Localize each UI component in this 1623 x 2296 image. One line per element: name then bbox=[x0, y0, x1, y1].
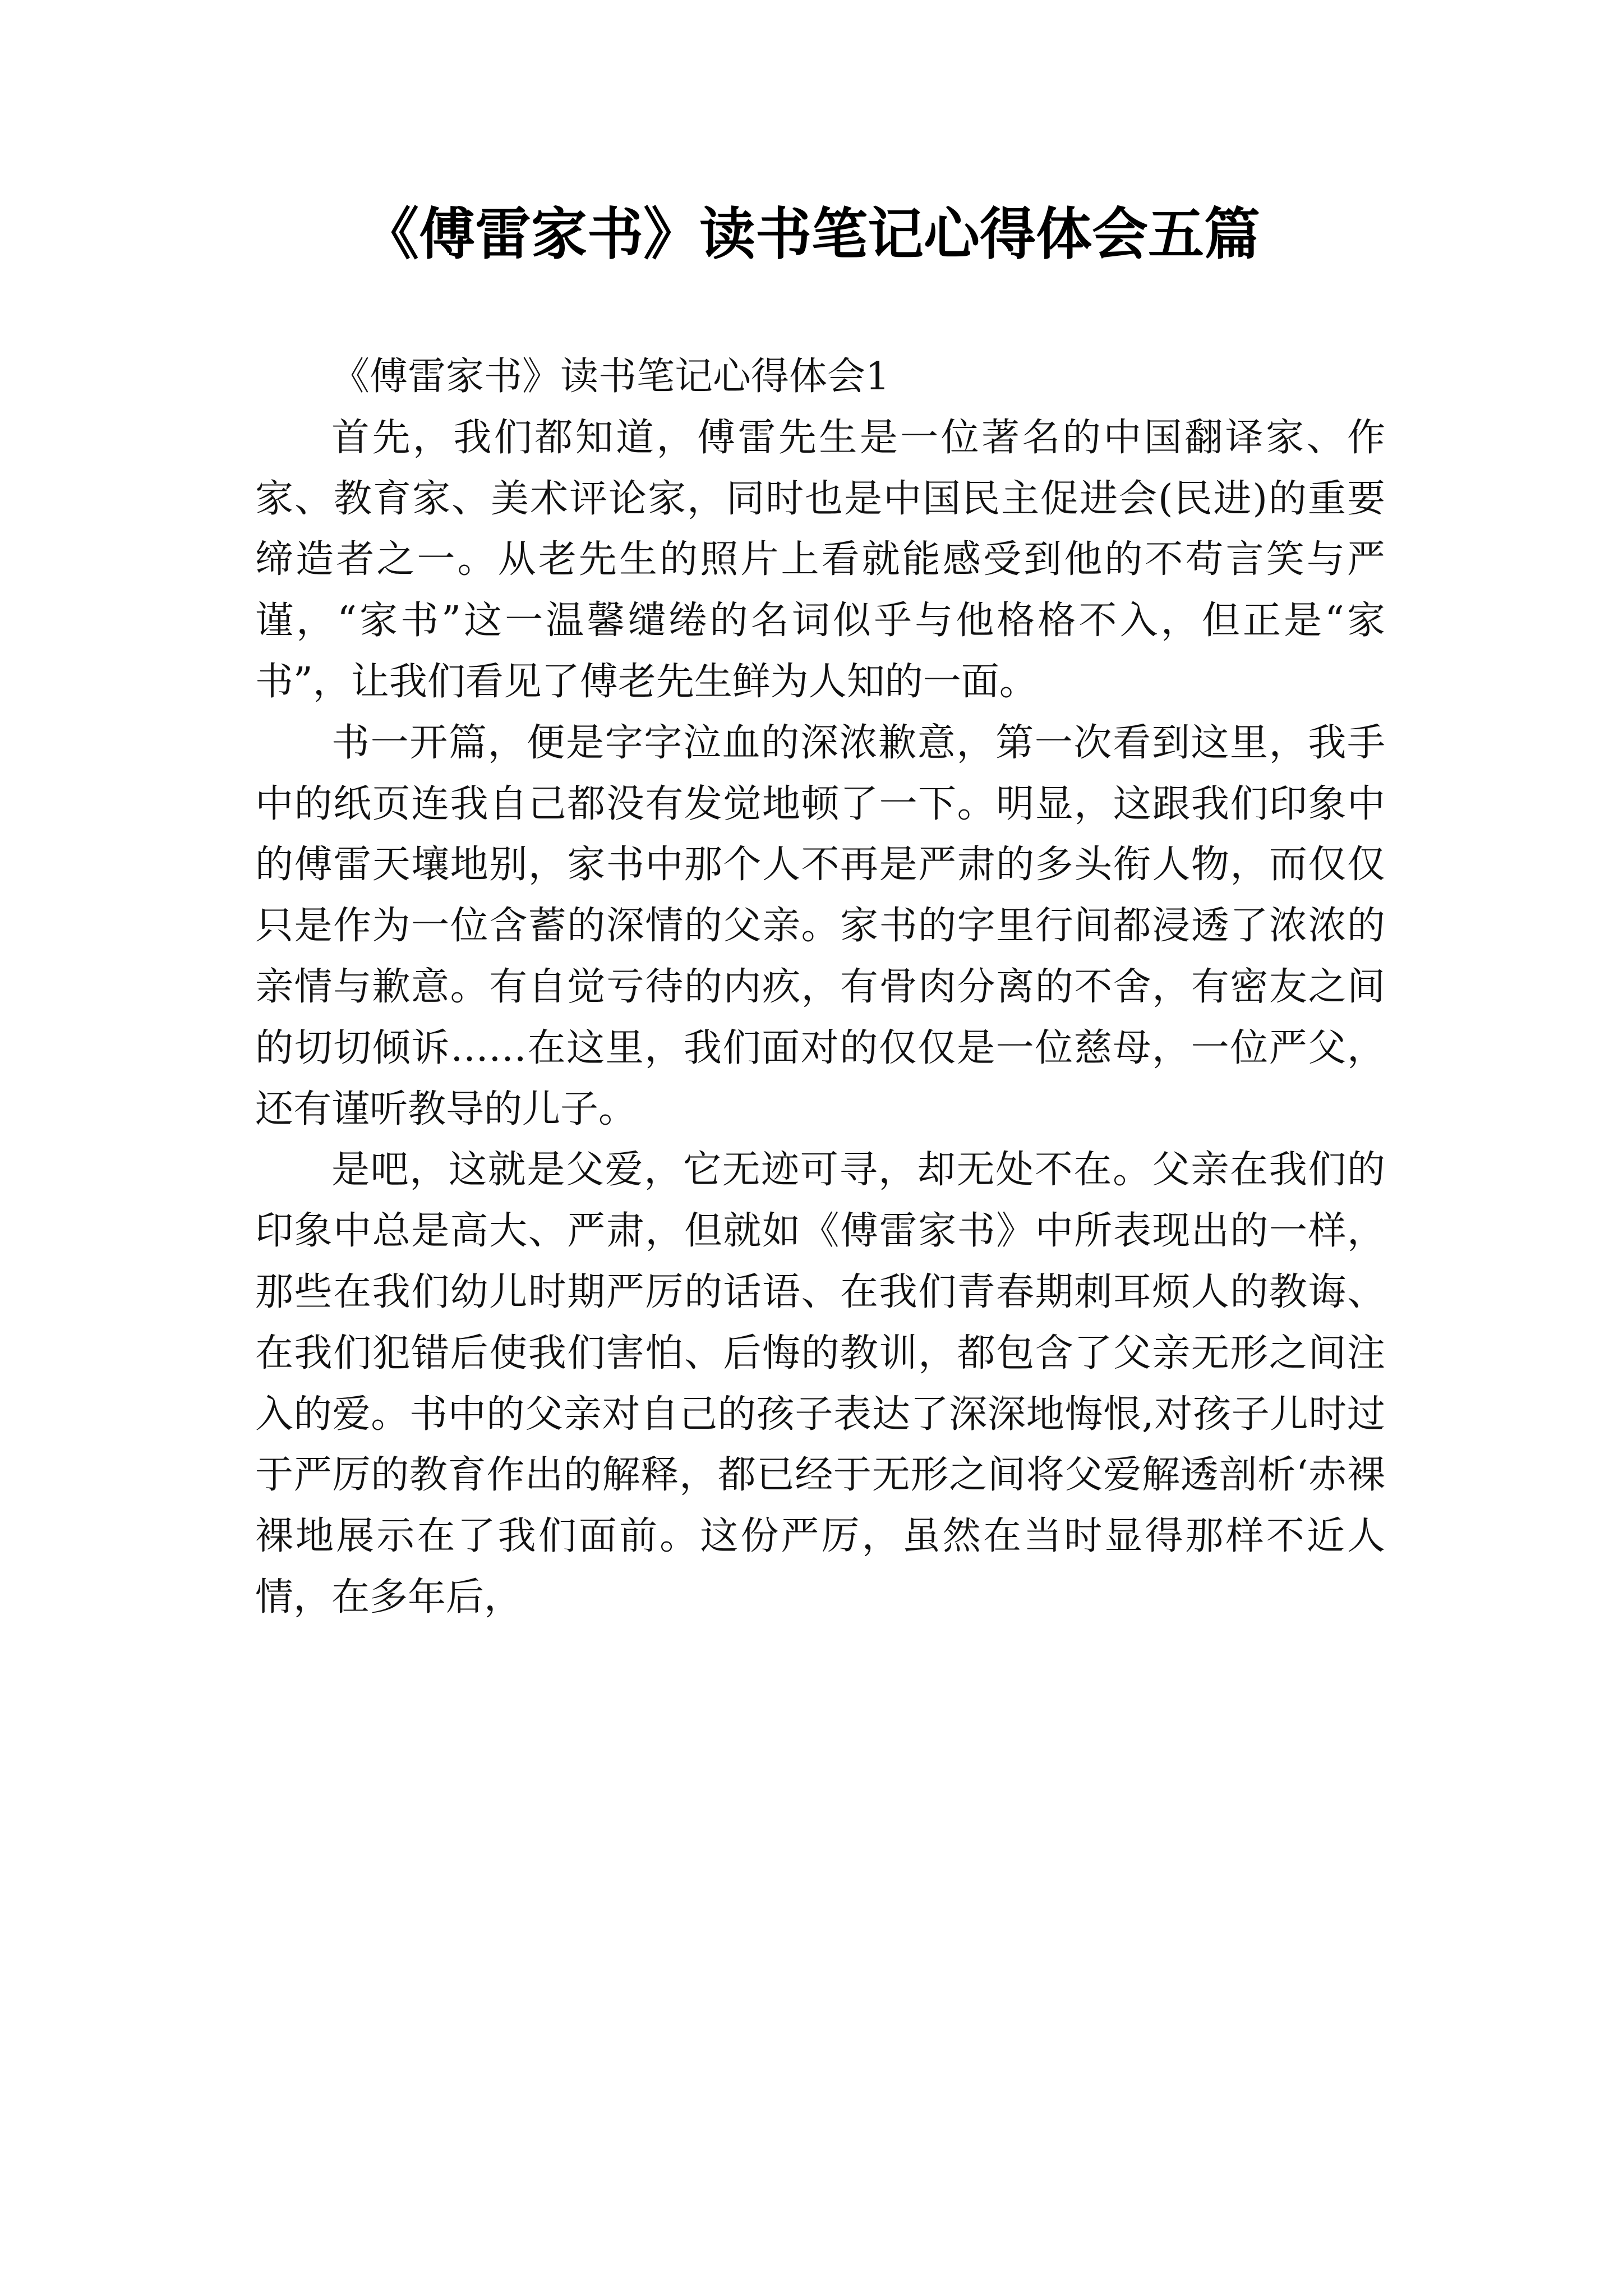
document-title: 《傅雷家书》读书笔记心得体会五篇 bbox=[363, 201, 1260, 267]
document-body bbox=[255, 347, 1385, 1628]
paragraph: 是吧，这就是父爱，它无迹可寻，却无处不在。父亲在我们的印象中总是高大、严肃，但就如《傅雷家书》中所表现出的一样，那些在我们幼儿时期严厉的话语、在我们青春期刺耳烦人的教诲、在我们犯错后使我们害怕、后悔的教训，都包含了父亲无形之间注入的爱。书中的父亲对自己的孩子表达了深深地悔恨,对孩子儿时过于严厉的教育作出的解释，都已经于无形之间将父爱解透剖析‘赤裸裸地展示在了我们面前。这份严厉，虽然在当时显得那样不近人情，在多年后， bbox=[255, 1148, 1385, 1619]
paragraph: 首先，我们都知道，傅雷先生是一位著名的中国翻译家、作家、教育家、美术评论家，同时也是中国民主促进会(民进)的重要缔造者之一。从老先生的照片上看就能感受到他的不苟言笑与严谨，“家书”这一温馨缱绻的名词似乎与他格格不入，但正是“家书”，让我们看见了傅老先生鲜为人知的一面。 bbox=[255, 415, 1385, 704]
paragraph: 书一开篇，便是字字泣血的深浓歉意，第一次看到这里，我手中的纸页连我自己都没有发觉地顿了一下。明显，这跟我们印象中的傅雷天壤地别，家书中那个人不再是严肃的多头衔人物，而仅仅只是作为一位含蓄的深情的父亲。家书的字里行间都浸透了浓浓的亲情与歉意。有自觉亏待的内疚，有骨肉分离的不舍，有密友之间的切切倾诉……在这里，我们面对的仅仅是一位慈母，一位严父，还有谨听教导的儿子。 bbox=[255, 720, 1385, 1131]
section-heading: 《傅雷家书》读书笔记心得体会1 bbox=[331, 355, 890, 399]
